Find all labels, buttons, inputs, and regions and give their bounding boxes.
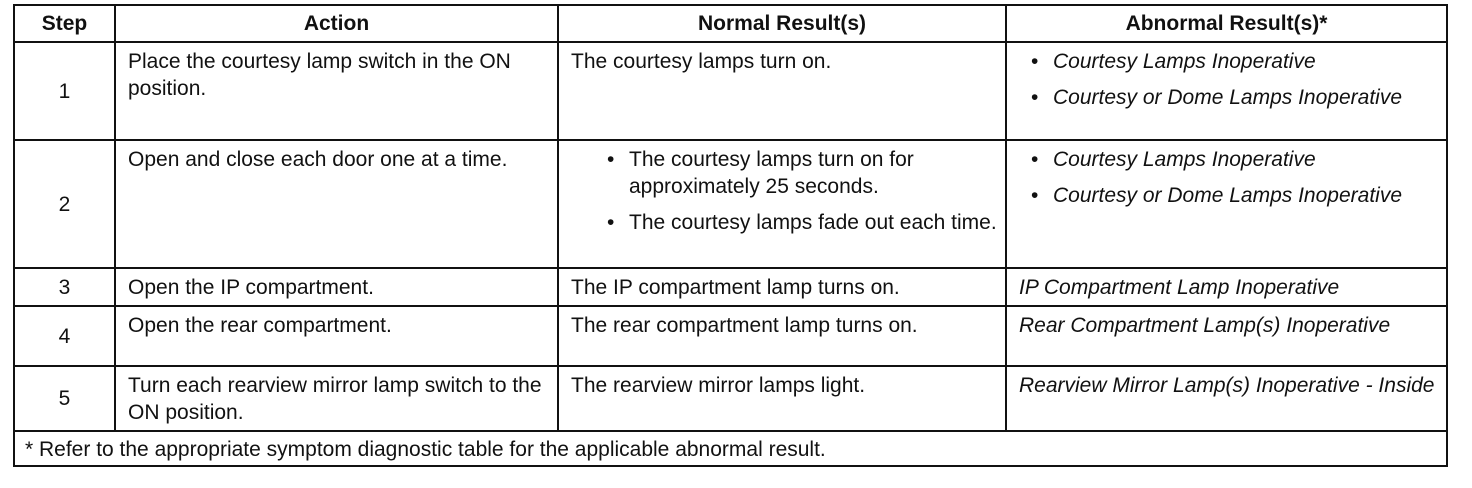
table-row xyxy=(14,306,1447,366)
table-row xyxy=(14,366,1447,431)
action-cell xyxy=(115,268,558,306)
abnormal-result-link-text: Courtesy Lamps Inoperative xyxy=(1053,50,1316,73)
bullet-icon: • xyxy=(1031,184,1039,207)
footnote-cell xyxy=(14,431,1447,466)
abnormal-result-cell xyxy=(1006,42,1447,140)
footnote-text: * Refer to the appropriate symptom diagnostic table for the applicable abnormal result. xyxy=(25,438,826,461)
action-cell xyxy=(115,306,558,366)
abnormal-result-link-text: Courtesy or Dome Lamps Inoperative xyxy=(1053,86,1402,109)
abnormal-result-link-text: Rearview Mirror Lamp(s) Inoperative - Inside xyxy=(1019,374,1435,397)
abnormal-result-list xyxy=(1007,43,1446,115)
abnormal-result-item xyxy=(1031,146,1438,173)
normal-result-cell xyxy=(558,366,1006,431)
abnormal-result-item xyxy=(1031,48,1438,75)
footnote-row xyxy=(14,431,1447,466)
normal-result-text: The rear compartment lamp turns on. xyxy=(571,314,918,337)
action-text: Open the IP compartment. xyxy=(128,276,374,299)
action-cell xyxy=(115,366,558,431)
abnormal-result-list xyxy=(1007,141,1446,213)
normal-result-item xyxy=(607,209,997,236)
abnormal-result-link-text: IP Compartment Lamp Inoperative xyxy=(1019,276,1340,299)
abnormal-result-cell xyxy=(1006,268,1447,306)
action-text: Open and close each door one at a time. xyxy=(128,148,508,171)
normal-result-cell xyxy=(558,140,1006,268)
abnormal-result-link-text: Rear Compartment Lamp(s) Inoperative xyxy=(1019,314,1391,337)
bullet-icon: • xyxy=(1031,50,1039,73)
normal-result-text: The rearview mirror lamps light. xyxy=(571,374,866,397)
normal-result-text: The courtesy lamps turn on for approximately 25 seconds. xyxy=(629,148,914,198)
bullet-icon: • xyxy=(607,211,615,234)
step-number: 5 xyxy=(14,366,115,431)
bullet-icon: • xyxy=(1031,148,1039,171)
normal-result-cell xyxy=(558,268,1006,306)
bullet-icon: • xyxy=(607,148,615,171)
normal-result-text: The IP compartment lamp turns on. xyxy=(571,276,900,299)
abnormal-result-link-text: Courtesy or Dome Lamps Inoperative xyxy=(1053,184,1402,207)
table-row xyxy=(14,42,1447,140)
action-text: Open the rear compartment. xyxy=(128,314,392,337)
header-abnormal-results: Abnormal Result(s)* xyxy=(1006,5,1447,42)
normal-result-list xyxy=(559,141,1005,240)
diagnostic-table xyxy=(13,4,1448,467)
abnormal-result-link-text: Courtesy Lamps Inoperative xyxy=(1053,148,1316,171)
step-number: 4 xyxy=(14,306,115,366)
action-cell xyxy=(115,42,558,140)
header-step: Step xyxy=(14,5,115,42)
action-text: Turn each rearview mirror lamp switch to the ON position. xyxy=(128,374,542,424)
table-row xyxy=(14,268,1447,306)
abnormal-result-cell xyxy=(1006,306,1447,366)
bullet-icon: • xyxy=(1031,86,1039,109)
abnormal-result-item xyxy=(1031,182,1438,209)
step-number: 3 xyxy=(14,268,115,306)
normal-result-text: The courtesy lamps turn on. xyxy=(571,50,832,73)
action-text: Place the courtesy lamp switch in the ON position. xyxy=(128,50,511,100)
normal-result-item xyxy=(607,146,997,200)
normal-result-text: The courtesy lamps fade out each time. xyxy=(629,211,997,234)
abnormal-result-cell xyxy=(1006,140,1447,268)
abnormal-result-cell xyxy=(1006,366,1447,431)
header-action: Action xyxy=(115,5,558,42)
action-cell xyxy=(115,140,558,268)
normal-result-cell xyxy=(558,42,1006,140)
abnormal-result-item xyxy=(1031,84,1438,111)
table-row xyxy=(14,140,1447,268)
normal-result-cell xyxy=(558,306,1006,366)
header-normal-results: Normal Result(s) xyxy=(558,5,1006,42)
table-header-row xyxy=(14,5,1447,42)
step-number: 2 xyxy=(14,140,115,268)
step-number: 1 xyxy=(14,42,115,140)
